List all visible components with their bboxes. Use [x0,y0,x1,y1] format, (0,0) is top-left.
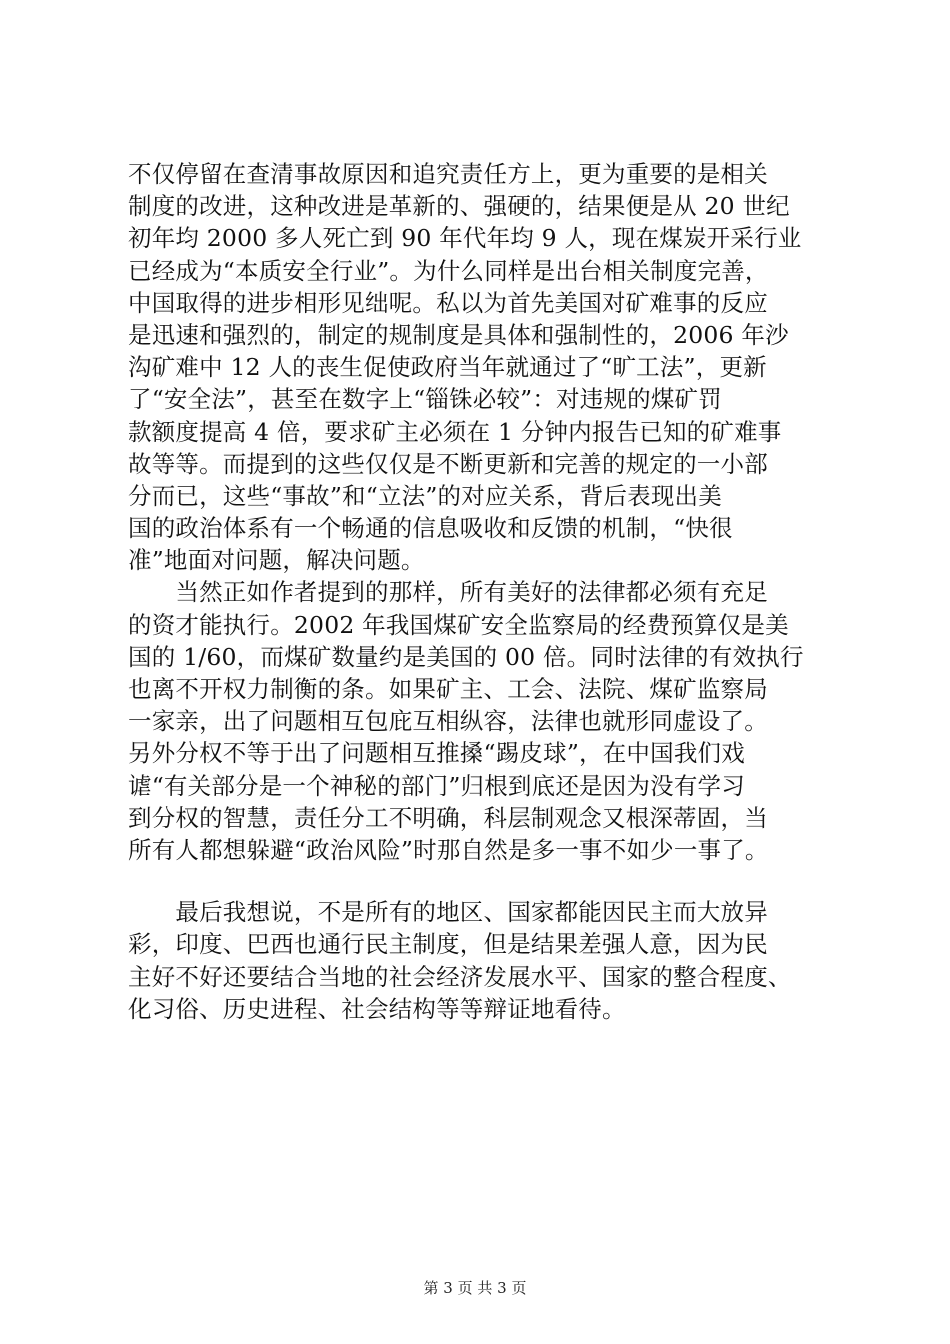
text-line: 初年均 2000 多人死亡到 90 年代年均 9 人，现在煤炭开采行业 [128,224,802,253]
page-footer [0,1277,950,1298]
paragraph-2 [128,576,858,866]
document-body [128,158,858,1025]
text-line: 一家亲，出了问题相互包庇互相纵容，法律也就形同虚设了。 [128,707,768,736]
text-line: 分而已，这些“事故”和“立法”的对应关系，背后表现出美 [128,481,722,510]
text-line: 到分权的智慧，责任分工不明确，科层制观念又根深蒂固，当 [128,803,768,832]
text-line: 最后我想说，不是所有的地区、国家都能因民主而大放异 [128,898,768,927]
text-line: 所有人都想躲避“政治风险”时那自然是多一事不如少一事了。 [128,835,769,864]
text-line: 不仅停留在查清事故原因和追究责任方上，更为重要的是相关 [128,160,768,188]
paragraph-gap [128,866,858,896]
paragraph-3 [128,896,858,1025]
text-line: 国的 1/60，而煤矿数量约是美国的 00 倍。同时法律的有效执行 [128,642,804,671]
text-line: 彩，印度、巴西也通行民主制度，但是结果差强人意，因为民 [128,930,768,959]
text-line: 款额度提高 4 倍，要求矿主必须在 1 分钟内报告已知的矿难事 [128,417,782,446]
text-line: 另外分权不等于出了问题相互推搡“踢皮球”，在中国我们戏 [128,739,745,768]
text-line: 是迅速和强烈的，制定的规制度是具体和强制性的，2006 年沙 [128,320,789,349]
text-line: 制度的改进，这种改进是革新的、强硬的，结果便是从 20 世纪 [128,192,790,221]
page-number-label: 第 3 页 共 3 页 [423,1279,527,1297]
text-line: 中国取得的进步相形见绌呢。私以为首先美国对矿难事的反应 [128,288,768,317]
paragraph-1 [128,158,858,576]
text-line: 准”地面对问题，解决问题。 [128,546,425,575]
text-line: 已经成为“本质安全行业”。为什么同样是出台相关制度完善， [128,256,769,285]
text-line: 当然正如作者提到的那样，所有美好的法律都必须有充足 [128,578,768,607]
text-line: 谑“有关部分是一个神秘的部门”归根到底还是因为没有学习 [128,771,745,800]
text-line: 主好不好还要结合当地的社会经济发展水平、国家的整合程度、 [128,962,792,991]
text-line: 化习俗、历史进程、社会结构等等辩证地看待。 [128,994,626,1023]
text-line: 的资才能执行。2002 年我国煤矿安全监察局的经费预算仅是美 [128,610,789,639]
text-line: 国的政治体系有一个畅通的信息吸收和反馈的机制，“快很 [128,514,733,543]
text-line: 了“安全法”，甚至在数字上“锱铢必较”：对违规的煤矿罚 [128,385,722,414]
text-line: 也离不开权力制衡的条。如果矿主、工会、法院、煤矿监察局 [128,675,768,703]
text-line: 故等等。而提到的这些仅仅是不断更新和完善的规定的一小部 [128,449,768,478]
text-line: 沟矿难中 12 人的丧生促使政府当年就通过了“旷工法”，更新 [128,353,767,382]
